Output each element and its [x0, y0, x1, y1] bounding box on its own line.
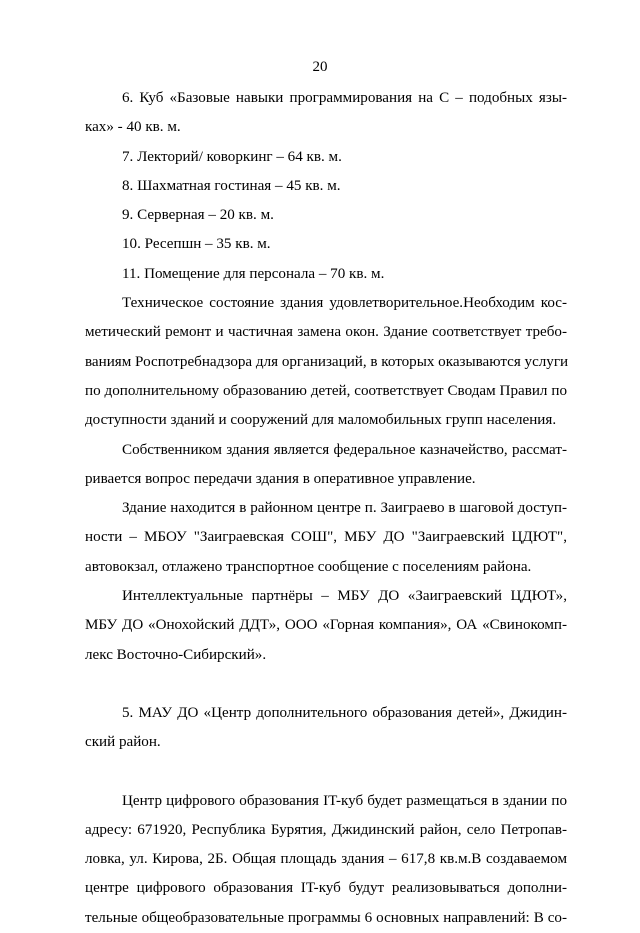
paragraph-line: доступности зданий и сооружений для маломобильных групп населения. — [85, 412, 557, 429]
page-number: 20 — [312, 59, 328, 75]
list-item-9: 9. Серверная – 20 кв. м. — [122, 207, 274, 224]
paragraph-line: метический ремонт и частичная замена окон. Здание соответствует требо- — [85, 324, 567, 341]
list-item-7: 7. Лекторий/ коворкинг – 64 кв. м. — [122, 148, 342, 165]
paragraph-line: центре цифрового образования IT-куб будут реализовываться дополни- — [85, 880, 567, 897]
paragraph-it-cube — [85, 787, 567, 933]
paragraph-line: Здание находится в районном центре п. Заиграево в шаговой доступ- — [122, 500, 567, 517]
list-item-10: 10. Ресепшн – 35 кв. м. — [122, 236, 271, 253]
paragraph-line: адресу: 671920, Республика Бурятия, Джидинский район, село Петропав- — [85, 821, 567, 838]
list-item-6-line-2: ках» - 40 кв. м. — [85, 119, 181, 136]
paragraph-line: тельные общеобразовательные программы 6 основных направлений: В со- — [85, 909, 567, 926]
paragraph-line: ривается вопрос передачи здания в оперативное управление. — [85, 470, 476, 487]
spacer — [85, 758, 567, 787]
paragraph-line: ваниям Роспотребнадзора для организаций, в которых оказываются услуги — [85, 353, 569, 370]
section-heading-line-2: ский район. — [85, 734, 161, 751]
paragraph-line: Собственником здания является федеральное казначейство, рассмат- — [122, 441, 567, 458]
paragraph-line: по дополнительному образованию детей, соответствует Сводам Правил по — [85, 382, 567, 399]
list-item-6-line-1: 6. Куб «Базовые навыки программирования на С – подобных язы- — [122, 90, 567, 106]
paragraph-location — [85, 494, 567, 582]
paragraph-line: Техническое состояние здания удовлетворительное.Необходим кос- — [122, 295, 567, 312]
paragraph-line: лекс Восточно-Сибирский». — [85, 646, 267, 663]
paragraph-line: ности – МБОУ "Заиграевская СОШ", МБУ ДО "Заиграевский ЦДЮТ", — [85, 529, 567, 546]
section-heading — [85, 699, 567, 758]
paragraph-line: Центр цифрового образования IT-куб будет размещаться в здании по — [122, 792, 567, 809]
spacer — [85, 670, 567, 699]
section-heading-line-1: 5. МАУ ДО «Центр дополнительного образования детей», Джидин- — [122, 704, 567, 721]
rooms-list — [85, 84, 567, 289]
list-item-8: 8. Шахматная гостиная – 45 кв. м. — [122, 177, 341, 194]
paragraph-technical-condition — [85, 289, 567, 435]
paragraph-line: автовокзал, отлажено транспортное сообщение с поселениям района. — [85, 558, 532, 575]
paragraph-line: МБУ ДО «Онохойский ДДТ», ООО «Горная компания», ОА «Свинокомп- — [85, 617, 567, 634]
paragraph-ownership — [85, 436, 567, 495]
paragraph-line: ловка, ул. Кирова, 2Б. Общая площадь здания – 617,8 кв.м.В создаваемом — [85, 851, 567, 868]
paragraph-partners — [85, 582, 567, 670]
paragraph-line: Интеллектуальные партнёры – МБУ ДО «Заиграевский ЦДЮТ», — [122, 588, 567, 605]
page-content — [85, 84, 567, 933]
list-item-11: 11. Помещение для персонала – 70 кв. м. — [122, 265, 385, 282]
